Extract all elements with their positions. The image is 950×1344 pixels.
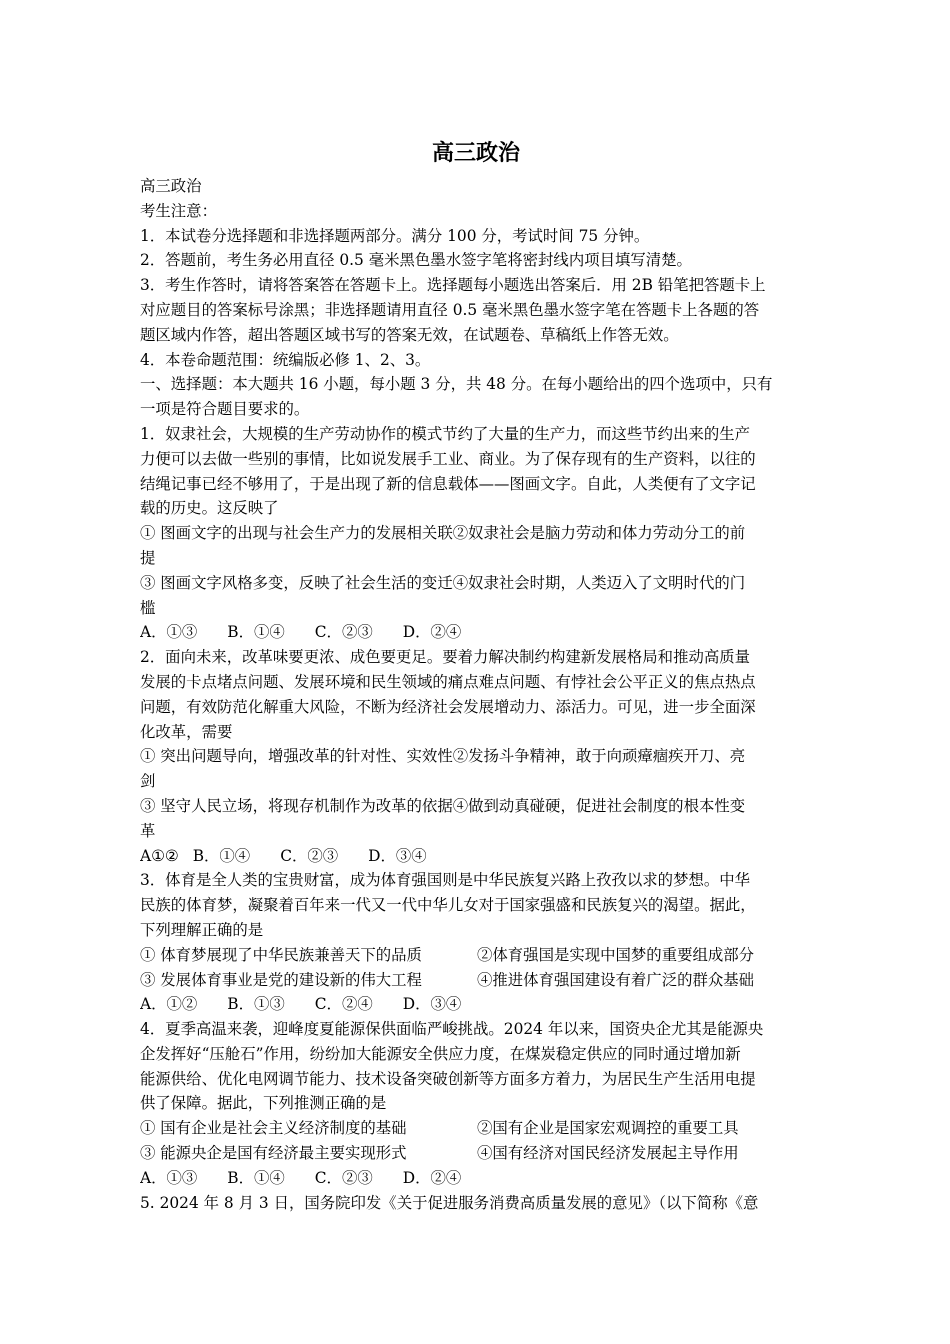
q3-statement: ① 体育梦展现了中华民族兼善天下的品质: [140, 945, 422, 964]
notice-line: 题区域内作答，超出答题区域书写的答案无效，在试题卷、草稿纸上作答无效。: [140, 325, 679, 344]
q2-stem: 2．面向未来，改革味要更浓、成色要更足。要着力解决制约构建新发展格局和推动高质量: [140, 648, 751, 667]
q1-options: [140, 620, 812, 645]
q1-statement: ① 图画文字的出现与社会生产力的发展相关联②奴隶社会是脑力劳动和体力劳动分工的前: [140, 524, 746, 543]
q2-options: [140, 844, 812, 869]
q2-option-a: A①②: [140, 846, 179, 865]
q1-option-d: D．②④: [402, 623, 462, 642]
q2-option-b: B．①④: [192, 846, 251, 865]
page-title: 高三政治: [431, 140, 520, 166]
q2-statement: 剑: [140, 772, 156, 791]
q4-statement-row: [140, 1116, 812, 1141]
q2-stem: 问题，有效防范化解重大风险，不断为经济社会发展增动力、添活力。可见，进一步全面深: [140, 697, 756, 716]
q1-stem: 载的历史。这反映了: [140, 499, 279, 518]
section-heading: 一、选择题：本大题共 16 小题，每小题 3 分，共 48 分。在每小题给出的四个选项中，只有: [140, 375, 773, 394]
q4-statement: ① 国有企业是社会主义经济制度的基础: [140, 1119, 407, 1138]
q2-stem: 化改革，需要: [140, 722, 233, 741]
q3-option-d: D．③④: [402, 995, 462, 1014]
q3-statement: ②体育强国是实现中国梦的重要组成部分: [477, 945, 755, 964]
q4-option-c: C．②③: [314, 1168, 373, 1187]
notice-line: 2．答题前，考生务必用直径 0.5 毫米黑色墨水签字笔将密封线内项目填写清楚。: [140, 251, 692, 270]
q4-option-d: D．②④: [402, 1168, 462, 1187]
q3-statement: ③ 发展体育事业是党的建设新的伟大工程: [140, 970, 422, 989]
q4-statement: ③ 能源央企是国有经济最主要实现形式: [140, 1144, 407, 1163]
subtitle: 高三政治: [140, 177, 202, 195]
q4-option-a: A．①③: [140, 1168, 198, 1187]
q3-stem: 3．体育是全人类的宝贵财富，成为体育强国则是中华民族复兴路上孜孜以求的梦想。中华: [140, 871, 751, 890]
q1-option-c: C．②③: [314, 623, 373, 642]
q1-option-a: A．①③: [140, 623, 198, 642]
q5-stem: 5. 2024 年 8 月 3 日，国务院印发《关于促进服务消费高质量发展的意见》（以下简称《意: [140, 1193, 759, 1212]
q4-statement: ④国有经济对国民经济发展起主导作用: [477, 1144, 739, 1163]
notice-line: 对应题目的答案标号涂黑；非选择题请用直径 0.5 毫米黑色墨水签字笔在答题卡上各题的答: [140, 300, 760, 319]
q2-stem: 发展的卡点堵点问题、发展环境和民生领域的痛点难点问题、有悖社会公平正义的焦点热点: [140, 672, 756, 691]
notice-heading: 考生注意：: [140, 201, 217, 220]
q3-option-c: C．②④: [314, 995, 373, 1014]
q3-option-a: A．①②: [140, 995, 198, 1014]
q3-statement-row: [140, 943, 812, 968]
section-heading: 一项是符合题目要求的。: [140, 400, 310, 419]
notice-line: 4．本卷命题范围：统编版必修 1、2、3。: [140, 350, 431, 369]
q4-stem: 4．夏季高温来袭，迎峰度夏能源保供面临严峻挑战。2024 年以来，国资央企尤其是能源央: [140, 1020, 764, 1039]
q3-statement: ④推进体育强国建设有着广泛的群众基础: [477, 970, 755, 989]
document-body: [140, 174, 812, 1215]
q1-stem: 结绳记事已经不够用了，于是出现了新的信息载体——图画文字。自此，人类便有了文字记: [140, 474, 756, 493]
q4-stem: 供了保障。据此，下列推测正确的是: [140, 1094, 387, 1113]
q4-statement-row: [140, 1141, 812, 1166]
q3-statement-row: [140, 968, 812, 993]
q1-stem: 力便可以去做一些别的事情，比如说发展手工业、商业。为了保存现有的生产资料，以往的: [140, 449, 756, 468]
q2-option-d: D．③④: [368, 846, 427, 865]
q2-statement: ① 突出问题导向，增强改革的针对性、实效性②发扬斗争精神，敢于向顽瘴痼疾开刀、亮: [140, 747, 746, 766]
notice-line: 3．考生作答时，请将答案答在答题卡上。选择题每小题选出答案后．用 2B 铅笔把答题卡上: [140, 276, 766, 295]
q1-statement: 提: [140, 548, 156, 567]
notice-line: 1．本试卷分选择题和非选择题两部分。满分 100 分，考试时间 75 分钟。: [140, 226, 650, 245]
q3-options: [140, 992, 812, 1017]
q3-option-b: B．①③: [227, 995, 285, 1014]
q3-stem: 民族的体育梦，凝聚着百年来一代又一代中华儿女对于国家强盛和民族复兴的渴望。据此，: [140, 896, 756, 915]
q1-statement: 槛: [140, 598, 156, 617]
q3-stem: 下列理解正确的是: [140, 920, 264, 939]
q1-option-b: B．①④: [227, 623, 285, 642]
q4-option-b: B．①④: [227, 1168, 285, 1187]
q2-statement: ③ 坚守人民立场，将现存机制作为改革的依据④做到动真碰硬，促进社会制度的根本性变: [140, 796, 746, 815]
q2-statement: 革: [140, 821, 156, 840]
q4-statement: ②国有企业是国家宏观调控的重要工具: [477, 1119, 739, 1138]
q4-stem: 能源供给、优化电网调节能力、技术设备突破创新等方面多方着力，为居民生产生活用电提: [140, 1069, 756, 1088]
q4-stem: 企发挥好“压舱石”作用，纷纷加大能源安全供应力度，在煤炭稳定供应的同时通过增加新: [140, 1044, 741, 1063]
q2-option-c: C．②③: [280, 846, 339, 865]
q4-options: [140, 1166, 812, 1191]
q1-statement: ③ 图画文字风格多变，反映了社会生活的变迁④奴隶社会时期，人类迈入了文明时代的门: [140, 573, 746, 592]
q1-stem: 1．奴隶社会，大规模的生产劳动协作的模式节约了大量的生产力，而这些节约出来的生产: [140, 424, 751, 443]
